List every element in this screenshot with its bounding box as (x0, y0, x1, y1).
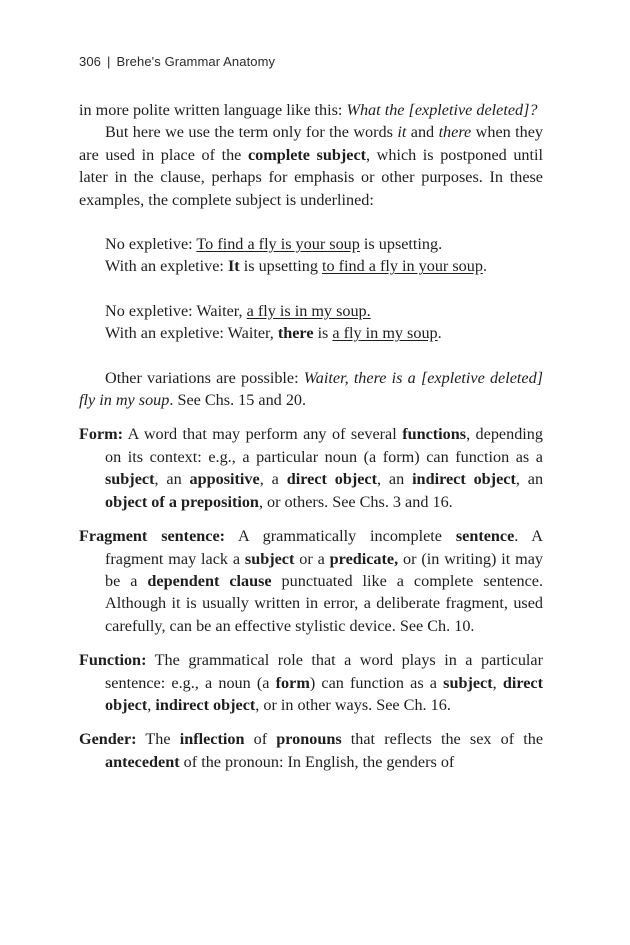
book-title: Brehe's Grammar Anatomy (116, 54, 276, 69)
glossary-entry-fragment-sentence: Fragment sentence: A grammatically incomplete sentence. A fragment may lack a subject or a predicate, or (in writing) it may be a dependent clause punctuated like a complete sentence. Although it is usually written in error, a deliberate fragment, used carefully, can be an effective stylistic device. See Ch. 10. (79, 527, 543, 635)
intro-italic: What the [expletive deleted]? (346, 101, 538, 119)
glossary-entry-function: Function: The grammatical role that a word plays in a particular sentence: e.g., a noun (a form) can function as a subject, direct object, indirect object, or in other ways. See Ch. 16. (79, 651, 544, 714)
entry-term: Fragment sentence: (79, 527, 226, 546)
entry-term: Form: (79, 425, 124, 444)
variations-paragraph: Other variations are possible: Waiter, there is a [expletive deleted] fly in my soup. See Chs. 15 and 20. (79, 368, 543, 410)
underlined-subject: To find a fly is your soup (196, 235, 360, 254)
running-header (79, 54, 275, 69)
example-4: With an expletive: Waiter, there is a fly in my soup. (105, 324, 442, 343)
entry-term: Gender: (79, 730, 137, 749)
header-separator: | (107, 54, 111, 69)
example-3: No expletive: Waiter, a fly is in my soup. (105, 301, 371, 320)
underlined-subject: to find a fly in your soup (321, 257, 483, 276)
example-2: With an expletive: It is upsetting to find a fly in your soup. (105, 257, 487, 276)
underlined-subject: a fly in my soup (332, 324, 438, 343)
expletive-paragraph: But here we use the term only for the words it and there when they are used in place of the complete subject, which is postponed until later in the clause, perhaps for emphasis or other purposes. In these examples, the complete subject is underlined: (79, 123, 544, 209)
page-number: 306 (79, 54, 101, 69)
example-1: No expletive: To find a fly is your soup is upsetting. (105, 235, 443, 254)
page-body (79, 99, 543, 773)
glossary-entry-gender: Gender: The inflection of pronouns that reflects the sex of the antecedent of the pronoun: In English, the genders of (79, 730, 544, 771)
term-complete-subject: complete subject (247, 145, 367, 164)
underlined-subject: a fly is in my soup. (246, 301, 371, 320)
intro-line: in more polite written language like this: What the [expletive deleted]? (79, 101, 538, 119)
glossary-entry-form: Form: A word that may perform any of several functions, depending on its context: e.g., a particular noun (a form) can function as a subject, an appositive, a direct object, an indirect object, an object of a preposition, or others. See Chs. 3 and 16. (79, 425, 544, 511)
entry-term: Function: (79, 651, 147, 670)
